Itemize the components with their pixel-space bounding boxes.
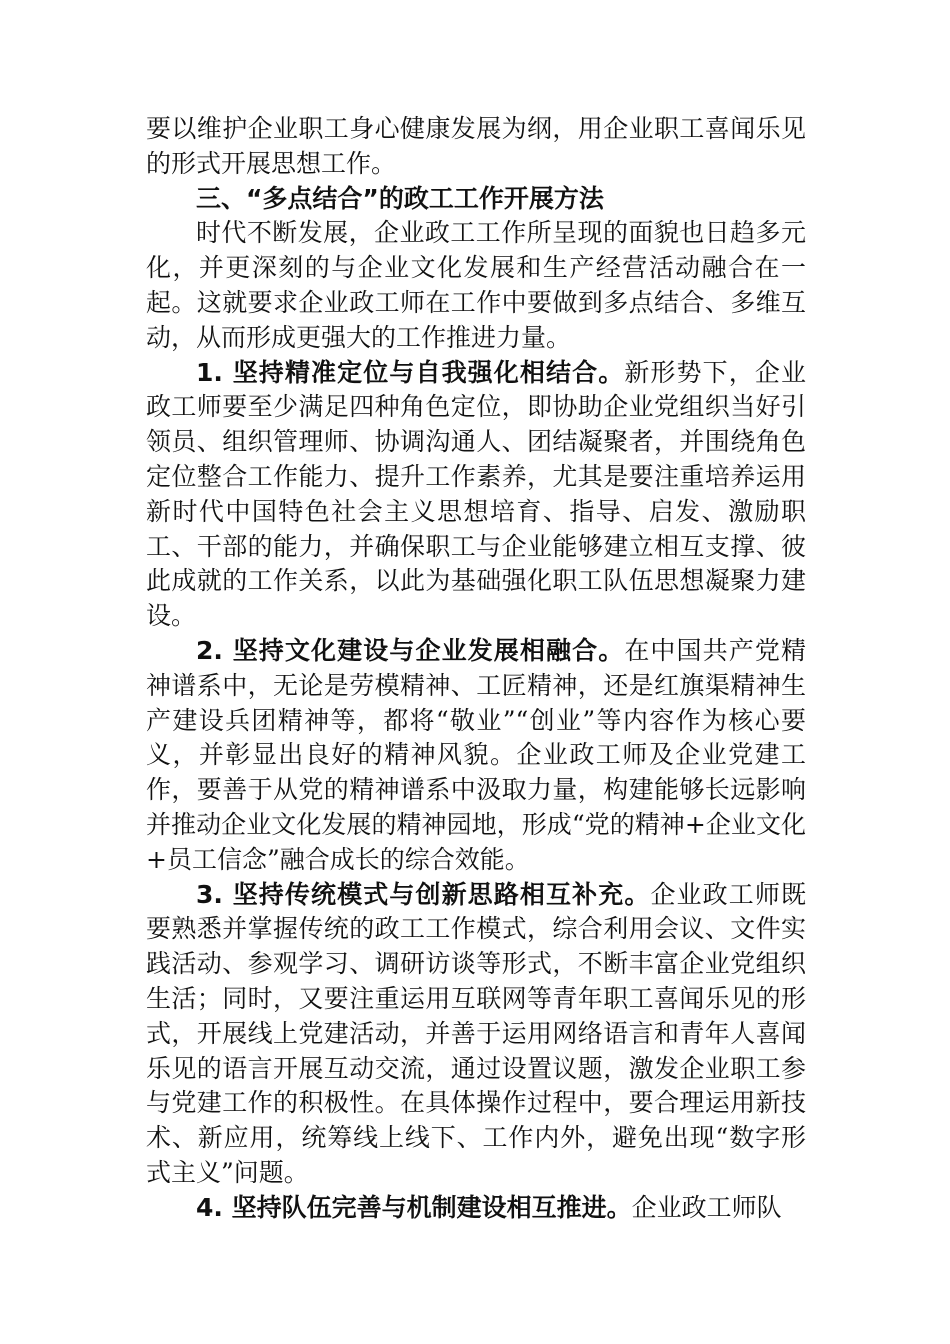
intro-continuation-text: 要以维护企业职工身心健康发展为纲，用企业职工喜闻乐见的形式开展思想工作。	[146, 114, 806, 178]
item-body-2: 在中国共产党精神谱系中，无论是劳模精神、工匠精神，还是红旗渠精神生产建设兵团精神等，都将“敬业”“创业”等内容作为核心要义，并彰显出良好的精神风貌。企业政工师及企业党建工作，要善于从党的精神谱系中汲取力量，构建能够长远影响并推动企业文化发展的精神园地，形成“党的精神+企业文化+员工信念”融合成长的综合效能。	[146, 635, 806, 874]
intro-continuation-paragraph	[146, 112, 806, 182]
section-intro-paragraph	[146, 216, 806, 355]
item-lead-1: 1. 坚持精准定位与自我强化相结合。	[196, 357, 625, 387]
item-paragraph-4	[146, 1191, 806, 1226]
item-lead-3: 3. 坚持传统模式与创新思路相互补充。	[196, 879, 651, 909]
document-body	[146, 112, 806, 1226]
item-body-1: 新形势下，企业政工师要至少满足四种角色定位，即协助企业党组织当好引领员、组织管理师、协调沟通人、团结凝聚者，并围绕角色定位整合工作能力、提升工作素养，尤其是要注重培养运用新时代中国特色社会主义思想培育、指导、启发、激励职工、干部的能力，并确保职工与企业能够建立相互支撑、彼此成就的工作关系，以此为基础强化职工队伍思想凝聚力建设。	[146, 357, 806, 631]
item-paragraph-2	[146, 634, 806, 878]
item-body-4: 企业政工师队	[631, 1192, 782, 1222]
item-body-3: 企业政工师既要熟悉并掌握传统的政工工作模式，综合利用会议、文件实践活动、参观学习、调研访谈等形式，不断丰富企业党组织生活；同时，又要注重运用互联网等青年职工喜闻乐见的形式，开展线上党建活动，并善于运用网络语言和青年人喜闻乐见的语言开展互动交流，通过设置议题，激发企业职工参与党建工作的积极性。在具体操作过程中，要合理运用新技术、新应用，统筹线上线下、工作内外，避免出现“数字形式主义”问题。	[146, 879, 806, 1187]
item-lead-4: 4. 坚持队伍完善与机制建设相互推进。	[196, 1192, 632, 1222]
item-paragraph-1	[146, 356, 806, 634]
item-lead-2: 2. 坚持文化建设与企业发展相融合。	[196, 635, 625, 665]
section-intro-text: 时代不断发展，企业政工工作所呈现的面貌也日趋多元化，并更深刻的与企业文化发展和生产经营活动融合在一起。这就要求企业政工师在工作中要做到多点结合、多维互动，从而形成更强大的工作推进力量。	[146, 218, 806, 352]
item-paragraph-3	[146, 878, 806, 1191]
section-heading: 三、“多点结合”的政工工作开展方法	[196, 183, 604, 213]
